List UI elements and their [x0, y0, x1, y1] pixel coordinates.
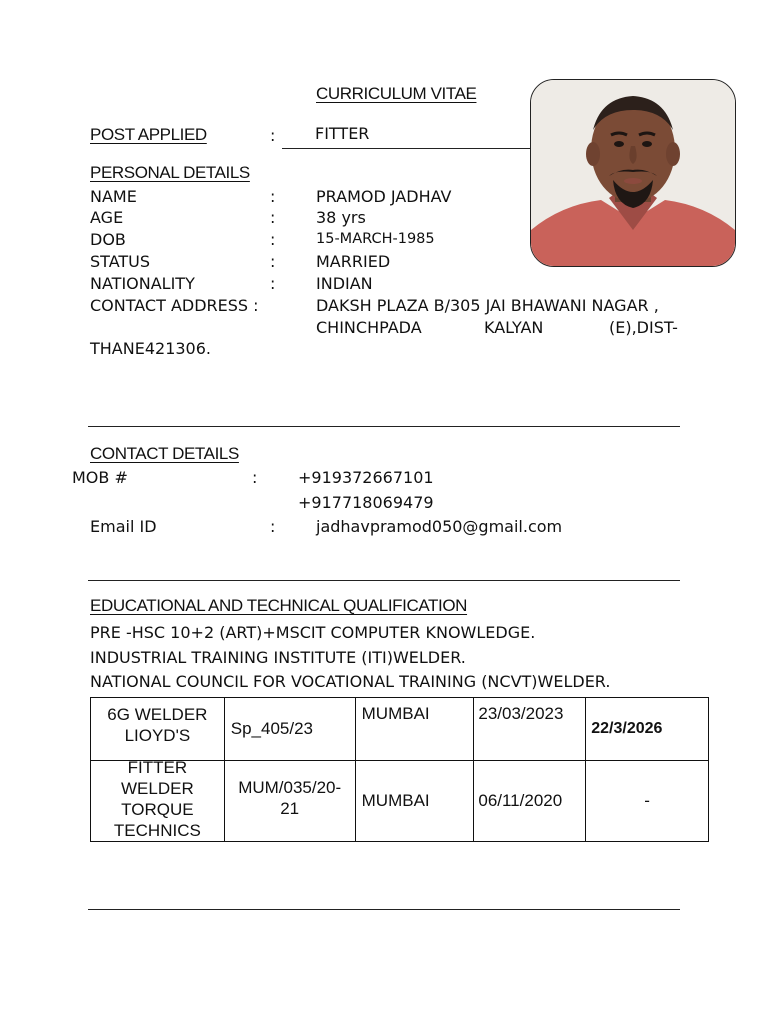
- email-label: Email ID: [90, 517, 157, 536]
- post-applied-label: POST APPLIED: [90, 125, 207, 144]
- nationality-label: NATIONALITY: [90, 274, 195, 293]
- email-value: jadhavpramod050@gmail.com: [316, 517, 563, 536]
- dob-label: DOB: [90, 230, 126, 249]
- certificate-number-line: MUM/035/20-: [238, 778, 342, 797]
- email-separator: :: [270, 517, 276, 536]
- mobile-separator: :: [252, 468, 258, 487]
- post-applied-separator: :: [270, 126, 276, 145]
- section-divider: [88, 909, 680, 910]
- address-line-2-part-1: CHINCHPADA: [316, 318, 422, 337]
- address-line-2-part-3: (E),DIST-: [609, 318, 678, 337]
- certificate-issue-date: 23/03/2023: [474, 698, 586, 761]
- education-line-2: INDUSTRIAL TRAINING INSTITUTE (ITI)WELDER.: [90, 648, 466, 667]
- mobile-number-2: +917718069479: [298, 493, 434, 512]
- certificates-table: [90, 697, 709, 842]
- contact-details-heading: CONTACT DETAILS: [90, 444, 239, 463]
- education-line-3: NATIONAL COUNCIL FOR VOCATIONAL TRAINING (NCVT)WELDER.: [90, 672, 611, 691]
- table-row: [91, 698, 709, 761]
- address-line-1: DAKSH PLAZA B/305 JAI BHAWANI NAGAR ,: [316, 296, 659, 315]
- name-separator: :: [270, 187, 276, 206]
- certificate-title-line: LIOYD'S: [124, 726, 191, 745]
- certificate-place: MUMBAI: [355, 761, 474, 842]
- certificate-title-line: TORQUE: [121, 800, 194, 819]
- education-heading: EDUCATIONAL AND TECHNICAL QUALIFICATION: [90, 596, 468, 615]
- mobile-label: MOB #: [72, 468, 128, 487]
- mobile-number-1: +919372667101: [298, 468, 434, 487]
- post-divider: [282, 148, 532, 149]
- age-separator: :: [270, 208, 276, 227]
- certificate-title-line: 6G WELDER: [107, 705, 208, 724]
- post-applied-value: FITTER: [315, 124, 370, 143]
- personal-details-heading: PERSONAL DETAILS: [90, 163, 250, 182]
- address-label: CONTACT ADDRESS :: [90, 296, 259, 315]
- certificate-place: MUMBAI: [355, 698, 474, 761]
- certificate-title: [91, 698, 225, 761]
- status-separator: :: [270, 252, 276, 271]
- address-line-3: THANE421306.: [90, 339, 211, 358]
- table-row: [91, 761, 709, 842]
- address-line-2-part-2: KALYAN: [484, 318, 544, 337]
- education-line-1: PRE -HSC 10+2 (ART)+MSCIT COMPUTER KNOWLEDGE.: [90, 623, 536, 642]
- age-value: 38 yrs: [316, 208, 366, 227]
- certificate-expiry-date: -: [586, 761, 709, 842]
- nationality-value: INDIAN: [316, 274, 373, 293]
- status-value: MARRIED: [316, 252, 391, 271]
- certificate-title-line: FITTER WELDER: [121, 758, 194, 798]
- profile-photo: [530, 79, 736, 267]
- certificate-number-line: 21: [280, 799, 300, 818]
- nationality-separator: :: [270, 274, 276, 293]
- portrait-image: [531, 80, 735, 266]
- status-label: STATUS: [90, 252, 151, 271]
- name-label: NAME: [90, 187, 137, 206]
- certificate-number: Sp_405/23: [224, 698, 355, 761]
- certificate-title: [91, 758, 225, 842]
- dob-value: 15-MARCH-1985: [316, 231, 435, 247]
- certificate-expiry-date: 22/3/2026: [586, 698, 709, 761]
- certificate-title-line: TECHNICS: [113, 821, 201, 840]
- certificate-number: [224, 761, 355, 842]
- dob-separator: :: [270, 230, 276, 249]
- age-label: AGE: [90, 208, 124, 227]
- section-divider: [88, 426, 680, 427]
- certificate-issue-date: 06/11/2020: [474, 761, 586, 842]
- name-value: PRAMOD JADHAV: [316, 187, 452, 206]
- document-title: CURRICULUM VITAE: [316, 84, 477, 103]
- section-divider: [88, 580, 680, 581]
